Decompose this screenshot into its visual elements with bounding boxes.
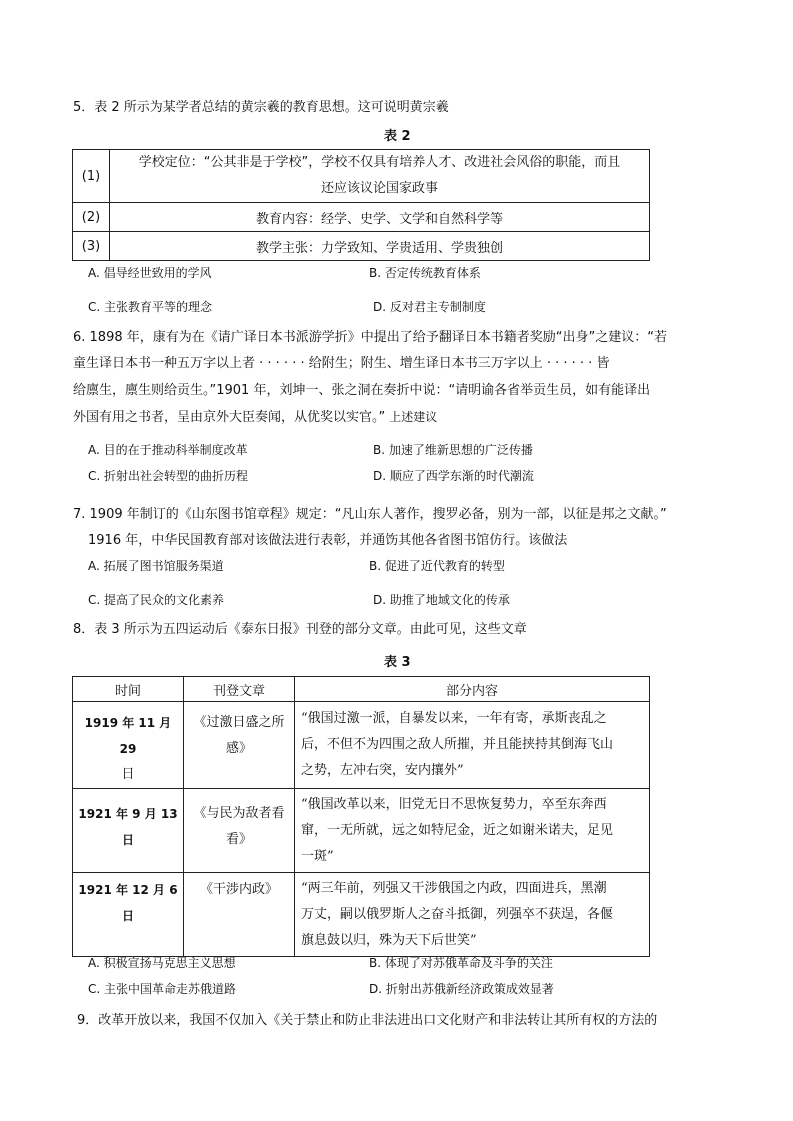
content-line: “两三年前，列强又干涉俄国之内政，四面进兵，黑潮	[301, 880, 607, 896]
table-row	[73, 150, 650, 203]
table-2-caption: 表 2	[384, 129, 411, 144]
article-date-cont: 日	[121, 767, 135, 782]
q8-option-d: D. 折射出苏俄新经济政策成效显著	[369, 982, 554, 996]
q5-stem: 5．表 2 所示为某学者总结的黄宗羲的教育思想。这可说明黄宗羲	[73, 100, 449, 115]
table-row	[73, 203, 650, 232]
row-number: (2)	[73, 203, 110, 232]
q6-line-2: 童生译日本书一种五万字以上者 · · · · · · 给附生；附生、增生译日本书三万字以上 · · · · · · 皆	[73, 356, 610, 371]
q6-line-4	[73, 406, 437, 425]
q6-line-1: 6. 1898 年，康有为在《请广译日本书派游学折》中提出了给予翻译日本书籍者奖励“出身”之建议：“若	[73, 330, 667, 345]
q7-option-b: B. 促进了近代教育的转型	[369, 559, 505, 573]
table-cell: 教育内容：经学、史学、文学和自然科学等	[110, 203, 650, 232]
content-line: 之势，左冲右突，安内攘外”	[301, 763, 464, 778]
table-cell-line: 还应该议论国家政事	[320, 181, 438, 196]
q5-option-d: D. 反对君主专制制度	[373, 300, 486, 314]
q6-option-d: D. 顺应了西学东渐的时代潮流	[373, 469, 534, 483]
row-number: (3)	[73, 232, 110, 261]
q7-line-1: 7. 1909 年制订的《山东图书馆章程》规定：“凡山东人著作，搜罗必备，别为一部，以征是邦之文献。”	[73, 507, 667, 522]
q9-line-1: 9．改革开放以来，我国不仅加入《关于禁止和防止非法进出口文化财产和非法转让其所有权的方法的	[77, 1013, 658, 1028]
content-line: 旗息鼓以归，殊为天下后世笑”	[301, 932, 477, 948]
q6-line-3: 给廪生，廪生则给贡生。”1901 年，刘坤一、张之洞在奏折中说：“请明谕各省举贡生员，如有能译出	[73, 383, 651, 398]
q5-option-a: A. 倡导经世致用的学风	[88, 266, 212, 280]
table-row	[73, 702, 650, 789]
q7-option-a: A. 拓展了图书馆服务渠道	[88, 559, 224, 573]
table-3	[72, 676, 650, 957]
article-date: 1919 年 11 月 29	[84, 716, 172, 756]
table-row	[73, 873, 650, 957]
content-line: 窜，一无所就，远之如特尼金，近之如谢米诺夫，足见	[301, 822, 614, 838]
article-title: 《与民为敌者看	[193, 806, 285, 821]
table-row	[73, 232, 650, 261]
column-header-article: 刊登文章	[184, 677, 295, 702]
article-title: 《干涉内政》	[199, 882, 278, 897]
q7-option-c: C. 提高了民众的文化素养	[88, 593, 225, 607]
table-2	[72, 149, 650, 261]
content-line: “俄国改革以来，旧党无日不思恢复势力，卒至东奔西	[301, 796, 607, 812]
table-cell-line: 学校定位：“公其非是于学校”，学校不仅具有培养人才、改进社会风俗的职能，而且	[138, 155, 621, 170]
q7-line-2: 1916 年，中华民国教育部对该做法进行表彰，并通饬其他各省图书馆仿行。该做法	[88, 533, 568, 548]
column-header-time: 时间	[73, 677, 184, 702]
q8-stem: 8．表 3 所示为五四运动后《泰东日报》刊登的部分文章。由此可见，这些文章	[73, 622, 527, 637]
q7-option-d: D. 助推了地域文化的传承	[373, 593, 510, 607]
q5-option-c: C. 主张教育平等的理念	[88, 300, 213, 314]
article-title-cont: 看》	[225, 832, 252, 847]
q8-option-a: A. 积极宣扬马克思主义思想	[88, 956, 236, 970]
table-row	[73, 789, 650, 873]
q6-option-a: A. 目的在于推动科举制度改革	[88, 443, 248, 457]
q8-option-c: C. 主张中国革命走苏俄道路	[88, 982, 237, 996]
q6-option-c: C. 折射出社会转型的曲折历程	[88, 469, 249, 483]
content-line: 万丈，嗣以俄罗斯人之奋斗抵御，列强卒不获逞，各偃	[301, 906, 614, 922]
table-cell: 教学主张：力学致知、学贵适用、学贵独创	[110, 232, 650, 261]
content-line: “俄国过激一派，自暴发以来，一年有寄，承斯丧乱之	[301, 711, 607, 726]
article-title: 《过激日盛之所	[193, 715, 285, 730]
q5-option-b: B. 否定传统教育体系	[369, 266, 481, 280]
table-header-row	[73, 677, 650, 702]
article-date: 1921 年 9 月 13 日	[78, 807, 178, 847]
article-date: 1921 年 12 月 6 日	[78, 883, 178, 923]
q6-option-b: B. 加速了维新思想的广泛传播	[373, 443, 533, 457]
q6-quote-end: 外国有用之书者，呈由京外大臣奏闻，从优奖以实官。”	[73, 410, 386, 425]
content-line: 一斑”	[301, 848, 334, 864]
table-3-caption: 表 3	[384, 655, 411, 670]
q6-prompt: 上述建议	[389, 410, 438, 424]
column-header-content: 部分内容	[295, 677, 650, 702]
row-number: (1)	[73, 150, 110, 203]
content-line: 后，不但不为四围之敌人所摧，并且能挟持其倒海飞山	[301, 737, 614, 752]
q8-option-b: B. 体现了对苏俄革命及斗争的关注	[369, 956, 553, 970]
article-title-cont: 感》	[225, 741, 252, 756]
